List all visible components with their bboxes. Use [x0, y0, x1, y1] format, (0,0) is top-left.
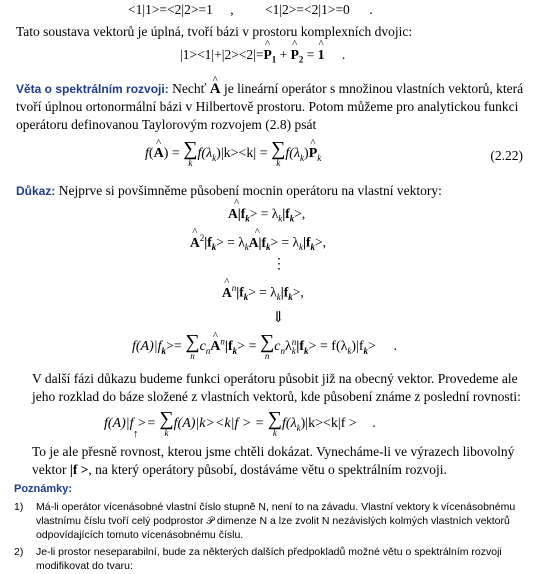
eq-end-dot: .: [341, 47, 346, 62]
vertical-dots: ⋮: [272, 257, 286, 272]
eq4-f: > =: [237, 339, 257, 355]
gen-c: f(λ: [282, 416, 297, 432]
eq2-g: >,: [314, 234, 326, 250]
eq4-j: > = f(λ: [308, 339, 348, 355]
identity-operator: ^ 1: [318, 47, 325, 63]
eq2-sup: 2: [199, 233, 205, 243]
func-f: f: [145, 146, 149, 162]
gen-a: f(A)|f >=: [104, 416, 156, 432]
conclusion-a: To je ale přesně rovnost, kterou jsme chtěli dokázat. Vynecháme-li ve výrazech libovolný vektor: [32, 444, 515, 477]
sub-1: 1: [271, 54, 277, 65]
eq1-c: |f: [282, 206, 290, 221]
note-text: Je-li prostor neseparabilní, bude za některých dalších předpokladů možné větu o spektrálním rozvoji modifikovat do tvaru:: [36, 546, 502, 572]
eq-left: <1|1>=<2|2>=1: [128, 2, 213, 17]
term-1b: )|k><k|: [216, 146, 257, 162]
paragraph-general: V další fázi důkazu budeme funkci operátoru působit již na obecný vektor. Provedeme ale jeho rozklad do báze složené z vlastních vektorů, kde působení známe z poslední rovnosti:: [32, 371, 521, 404]
term-2: f(λ: [285, 146, 301, 162]
eq-end: .: [369, 2, 373, 17]
eq4-b: >=: [166, 339, 182, 355]
paragraph-conclusion: [32, 443, 526, 479]
equation-completeness: [180, 47, 345, 65]
conclusion-c: , na který operátory působí, dostáváme větu o spektrálním rozvoji.: [88, 462, 447, 477]
proof-eq-2: ^ $A^2|f_k>$ = $\lambda_k\^{}$ $A|f_k> = \lambda_k|f_k>$,: [190, 233, 326, 252]
equation-general: f(A)|f >= ∑ k f(A)|k><k|f > = ∑ k $f(\lambda_k)|k><k|f$ > .: [104, 408, 376, 438]
proof-block: [16, 182, 524, 200]
proof-eq-1: ^ $A|f_k> = \lambda_k|f_k>$,: [228, 206, 305, 224]
theorem-block: [16, 80, 524, 134]
projector-p1: ^ P: [264, 47, 272, 63]
proof-label: Důkaz:: [16, 184, 56, 198]
eq1-b: > = λ: [249, 206, 279, 221]
equation-2-22: f(^ A) = ∑ k $f(\lambda_k)|k><k|$ = ∑ k $f(\lambda_k)\^{}$ $P_k$: [145, 140, 321, 168]
projector-p2: ^ P: [291, 47, 299, 63]
eq-right: <1|2>=<2|1>=0: [264, 2, 350, 17]
sum-glyph: ∑: [271, 138, 286, 160]
eq4-end: .: [393, 339, 397, 355]
sub-k: k: [212, 153, 217, 164]
paragraph-basis: Tato soustava vektorů je úplná, tvoří bázi v prostoru komplexních dvojic:: [16, 24, 413, 39]
sum-k-2: ∑ k: [267, 408, 283, 438]
eq3-c: > = λ: [248, 284, 277, 300]
eq1-d: >,: [294, 206, 306, 221]
eq2-a: ^ A: [190, 235, 200, 251]
gen-b: f(A)|k><k|f > =: [173, 416, 265, 432]
sum-index: k: [188, 158, 193, 168]
proof-eq-3: ^ $A^n|f_k> = \lambda_k|f_k>$,: [222, 283, 304, 302]
theorem-text-a: Nechť: [172, 81, 207, 96]
note-item-1: [14, 500, 524, 542]
note-text: Má-li operátor vícenásobné vlastní číslo stupně N, není to na závadu. Vlastní vektory k vícenásobnému vlastnímu číslu tvoří celý podprostor 𝒫 dimenze N a lze zvolit N nezávislých kolmých vlastních vektorů odpovídajících tomuto vícenásobnému číslu.: [36, 501, 516, 541]
eq3-a: ^ A: [222, 285, 232, 301]
eq2-c: > = λ: [216, 234, 245, 250]
op-a: ^ A: [154, 146, 164, 162]
note-item-2: [14, 545, 524, 573]
arrow-up-icon: ↑: [133, 428, 139, 440]
equation-number: (2.22): [490, 148, 523, 163]
term-2b: ): [304, 146, 309, 162]
eq2-e: > = λ: [270, 234, 299, 250]
note-number: 2): [14, 546, 24, 558]
implies-arrow: ⇓: [272, 310, 285, 326]
gen-end: .: [372, 416, 376, 432]
eq3-sup: n: [231, 283, 237, 293]
eq3-d: |f: [280, 284, 289, 300]
equals-sign: =: [306, 47, 315, 62]
equation-orthonormality: [128, 2, 373, 18]
eq-equals-2: =: [259, 146, 268, 162]
sum-k-1: ∑ k: [159, 408, 174, 438]
notes-title: Poznámky:: [14, 483, 73, 495]
sum-symbol-2: [271, 140, 285, 168]
term-1: f(λ: [197, 146, 213, 162]
completeness-lhs: |1><1|+|2><2|=: [180, 47, 264, 62]
eq4-h: λ: [284, 339, 292, 355]
sub-2: 2: [298, 54, 304, 65]
eq2-b: |f: [204, 234, 212, 250]
sum-index: k: [276, 158, 281, 168]
sum-n-2: ∑ n: [259, 331, 275, 361]
gen-d: )|k><k|f >: [300, 416, 357, 432]
eq4-k: )|f: [351, 339, 364, 355]
eq4-i: |f: [296, 339, 304, 355]
eq3-e: >,: [292, 284, 304, 300]
notes-section: [14, 482, 524, 573]
eq-equals-1: =: [171, 146, 180, 162]
theorem-text-b: je lineární operátor s množinou vlastních vektorů, která tvoří úplnou ortonormální bázi v Hilbertově prostoru. Potom můžeme pro analytickou funkci operátoru definovanou Taylorovým rozvojem (2.8) psát: [16, 81, 524, 132]
eq4-g: c: [274, 339, 281, 355]
sum-n-1: ∑ n: [185, 331, 200, 361]
proof-text: Nejprve si povšimněme působení mocnin operátoru na vlastní vektory:: [58, 183, 442, 198]
eq4-c: c: [199, 339, 206, 355]
eq4-d: ^ A: [210, 339, 220, 355]
eq2-f: |f: [303, 234, 311, 250]
sum-glyph: ∑: [183, 138, 198, 160]
sub-k: k: [300, 153, 305, 164]
note-number: 1): [14, 501, 24, 513]
eq4-e: |f: [224, 339, 233, 355]
eq2-d: ^ A|f: [249, 235, 266, 251]
theorem-label: Věta o spektrálním rozvoji:: [16, 82, 169, 96]
proof-eq-4: $f(A)|f_k>=$ ∑ n $c_n\^{}$ $A^n|f_k>$ = ∑ n $c_n\lambda_k^n|f_k> = f(\lambda_k)|f_k>$ .: [132, 333, 397, 361]
sub-pk: k: [317, 153, 322, 164]
eq-sep: ,: [230, 2, 234, 17]
eq4-a: f(A)|f: [132, 339, 162, 355]
projector-pk: ^ P: [309, 146, 318, 162]
sum-symbol-1: [183, 140, 197, 168]
eq3-b: |f: [236, 284, 244, 300]
plus-sign: +: [279, 47, 288, 62]
operator-a: ^ A: [210, 80, 221, 98]
eq4-l: >: [368, 339, 376, 355]
conclusion-vector: |f >: [69, 462, 89, 477]
eq1-a: ^ A|f: [228, 206, 245, 222]
